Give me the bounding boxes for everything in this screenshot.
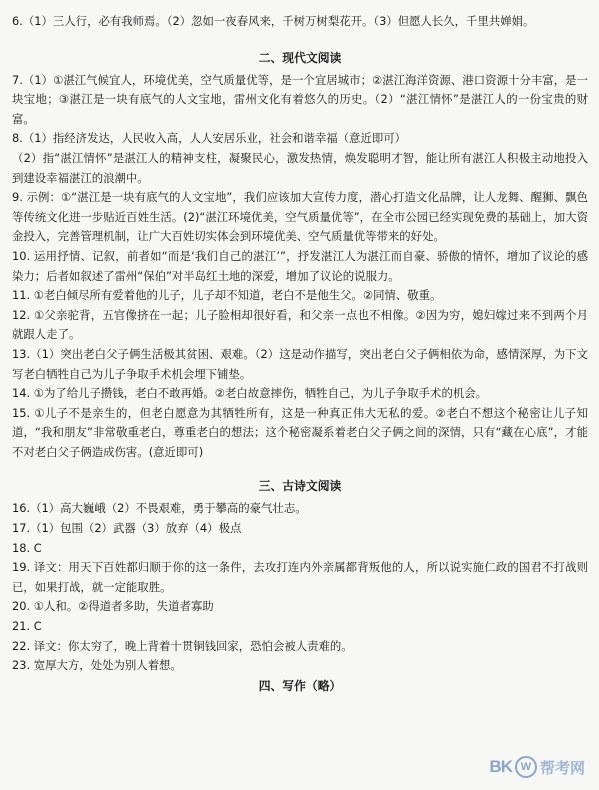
answer-q15: 15. ①儿子不是亲生的，但老白愿意为其牺牲所有，这是一种真正伟大无私的爱。②老白不想这个秘密让儿子知道，“我和朋友”非常敬重老白，尊重老白的想法；这个秘密凝系着老白父子俩之间的深情，只有“藏在心底”，才能不对老白父子俩造成伤害。(意近即可) — [12, 405, 588, 459]
watermark-circle-icon: W — [515, 756, 537, 778]
answer-q23: 23. 宽厚大方，处处为别人着想。 — [12, 658, 182, 673]
answer-q12: 12. ①父亲驼背，五官像挤在一起；儿子脸相却很好看，和父亲一点也不相像。②因为穷，媳妇嫁过来不到两个月就跟人走了。 — [12, 307, 588, 342]
heading-classical-reading: 三、古诗文阅读 — [258, 479, 342, 494]
answer-q8-part1: 8.（1）指经济发达，人民收入高，人人安居乐业，社会和谐幸福（意近即可） — [12, 131, 407, 146]
answer-q20: 20. ①人和。②得道者多助，失道者寡助 — [12, 599, 214, 614]
answer-q19: 19. 译文：用天下百姓都归顺于你的这一条件，去攻打连内外亲属都背叛他的人，所以说实施仁政的国君不打战则已，如果打战，就一定能取胜。 — [12, 560, 588, 594]
answer-content — [12, 12, 588, 696]
answer-q14: 14. ①为了给儿子攒钱，老白不敢再婚。②老白故意摔伤，牺牲自己，为儿子争取手术的机会。 — [12, 386, 488, 401]
answer-q22: 22. 译文：你太穷了，晚上背着十贯铜钱回家，恐怕会被人责难的。 — [12, 638, 353, 653]
answer-q7: 7.（1）①湛江气候宜人，环境优美，空气质量优等，是一个宜居城市；②湛江海洋资源、港口资源十分丰富，是一块宝地；③湛江是一块有底气的人文宝地，雷州文化有着悠久的历史。（2）“湛江情怀”是湛江人的一份宝贵的财富。 — [12, 72, 588, 126]
answer-q18: 18. C — [12, 540, 42, 555]
answer-q16: 16.（1）高大巍峨（2）不畏艰难，勇于攀高的豪气壮志。 — [12, 501, 307, 516]
answer-q6: 6.（1）三人行，必有我师焉。（2）忽如一夜春风来，千树万树梨花开。（3）但愿人长久，千里共婵娟。 — [12, 14, 535, 28]
watermark-text: 帮考网 — [539, 759, 585, 777]
answer-q9: 9. 示例：①“湛江是一块有底气的人文宝地”，我们应该加大宣传力度，潜心打造文化品牌，让人龙舞、醒狮、飘色等传统文化进一步贴近百姓生活。(2)“湛江环境优美，空气质量优等”，在全市公园已经实现免费的基础上，加大资金投入，完善管理机制，让广大百姓切实体会到环境优美、空气质量优等带来的好处。 — [12, 190, 588, 244]
heading-writing: 四、写作（略） — [258, 678, 342, 693]
answer-q11: 11. ①老白倾尽所有爱着他的儿子，儿子却不知道，老白不是他生父。②同情、敬重。 — [12, 288, 442, 303]
answer-q17: 17.（1）包围（2）武器（3）放弃（4）极点 — [12, 521, 242, 536]
answer-q8-part2: （2）指“湛江情怀”是湛江人的精神支柱，凝聚民心，激发热情，焕发聪明才智，能让所有湛江人积极主动地投入到建设幸福湛江的浪潮中。 — [12, 150, 588, 185]
answer-q13: 13.（1）突出老白父子俩生活极其贫困、艰难。（2）这是动作描写，突出老白父子俩相依为命，感情深厚，为下文写老白牺牲自己为儿子争取手术机会埋下铺垫。 — [12, 346, 588, 381]
watermark-logo — [489, 756, 585, 778]
answer-q21: 21. C — [12, 619, 42, 634]
watermark-letters: BK — [489, 757, 512, 776]
answer-q10: 10. 运用抒情、记叙，前者如“而是‘我们自己的湛江’”，抒发湛江人为湛江而自豪、骄傲的情怀，增加了议论的感染力；后者如叙述了雷州“保伯”对半岛红土地的深爱，增加了议论的说服力。 — [12, 248, 588, 283]
heading-modern-reading: 二、现代文阅读 — [258, 50, 342, 65]
